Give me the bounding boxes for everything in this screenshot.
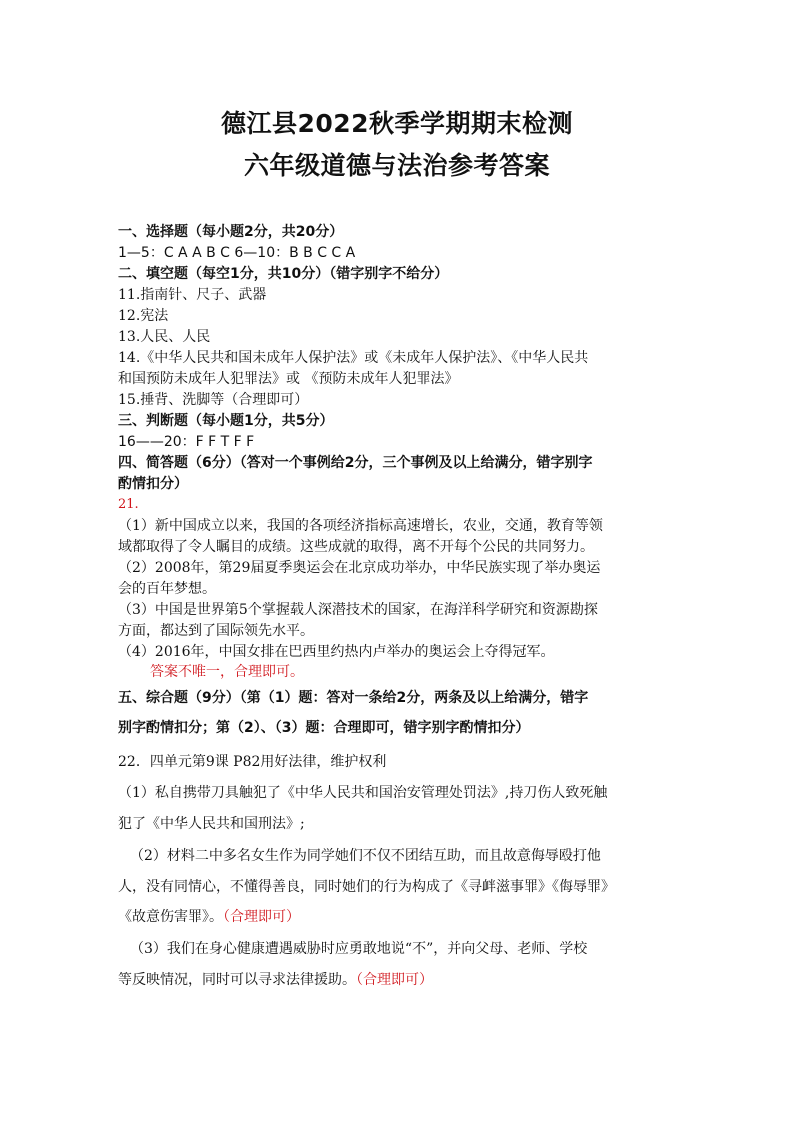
section2-item: 15.捶背、洗脚等（合理即可） — [118, 392, 309, 408]
answer-paragraph-2-end — [118, 907, 678, 927]
section3-answers: 16——20：F F T F F — [118, 434, 255, 450]
question-21-number: 21. — [118, 497, 139, 512]
section2-item: 14.《中华人民共和国未成年人保护法》或《未成年人保护法》、《中华人民共 — [118, 350, 589, 366]
answer-line: 域都取得了令人瞩目的成绩。这些成就的取得，离不开每个公民的共同努力。 — [118, 539, 594, 555]
section3-heading: 三、判断题（每小题1分，共5分） — [118, 413, 334, 429]
section4-heading-cont: 酌情扣分） — [118, 476, 188, 492]
section1-heading: 一、选择题（每小题2分，共20分） — [118, 224, 344, 240]
answer-line: 会的百年梦想。 — [118, 581, 216, 597]
answer-paragraph-2-cont: 人，没有同情心，不懂得善良，同时她们的行为构成了《寻衅滋事罪》《侮辱罪》 — [118, 879, 615, 895]
section5-heading: 五、综合题（9分）（第（1）题：答对一条给2分，两条及以上给满分，错字 — [118, 690, 589, 706]
answer-line: 方面，都达到了国际领先水平。 — [118, 623, 314, 639]
answer-note: （合理即可） — [223, 909, 300, 925]
answer-note: 答案不唯一，合理即可。 — [150, 664, 304, 680]
section1-answers: 1—5：C A A B C 6—10：B B C C A — [118, 245, 356, 261]
section5-heading-cont: 别字酌情扣分；第（2）、（3）题：合理即可，错字别字酌情扣分） — [118, 720, 530, 736]
question-22-title: 22．四单元第9课 P82用好法律，维护权利 — [118, 754, 387, 770]
answer-paragraph-1: （1）私自携带刀具触犯了《中华人民共和国治安管理处罚法》,持刀伤人致死触 — [118, 785, 608, 801]
section4-heading: 四、简答题（6分）（答对一个事例给2分，三个事例及以上给满分，错字别字 — [118, 455, 593, 471]
answer-line: （4）2016年，中国女排在巴西里约热内卢举办的奥运会上夺得冠军。 — [118, 644, 555, 660]
answer-line: （1）新中国成立以来，我国的各项经济指标高速增长，农业，交通，教育等领 — [118, 518, 603, 534]
section2-item: 13.人民、人民 — [118, 329, 211, 345]
document-title: 德江县2022秋季学期期末检测 — [220, 109, 574, 138]
answer-line: （2）2008年，第29届夏季奥运会在北京成功举办，中华民族实现了举办奥运 — [118, 560, 601, 576]
section2-item: 12.宪法 — [118, 308, 169, 324]
document-subtitle: 六年级道德与法治参考答案 — [243, 151, 550, 180]
section2-heading: 二、填空题（每空1分，共10分）（错字别字不给分） — [118, 266, 449, 282]
answer-paragraph-1-cont: 犯了《中华人民共和国刑法》; — [118, 816, 305, 832]
answer-paragraph-2: （2）材料二中多名女生作为同学她们不仅不团结互助，而且故意侮辱殴打他 — [130, 848, 601, 864]
answer-paragraph-3-end-text: 等反映情况，同时可以寻求法律援助。 — [118, 972, 356, 988]
answer-paragraph-3-cont — [118, 970, 678, 990]
section2-item: 11.指南针、尺子、武器 — [118, 287, 267, 303]
answer-paragraph-2-end-text: 《故意伤害罪》。 — [118, 909, 223, 925]
answer-line: （3）中国是世界第5个掌握载人深潜技术的国家，在海洋科学研究和资源勘探 — [118, 602, 598, 618]
section2-item: 和国预防未成年人犯罪法》或 《预防未成年人犯罪法》 — [118, 371, 459, 387]
answer-paragraph-3: （3）我们在身心健康遭遇威胁时应勇敢地说“不”，并向父母、老师、学校 — [130, 941, 588, 957]
answer-note: （合理即可） — [356, 972, 433, 988]
